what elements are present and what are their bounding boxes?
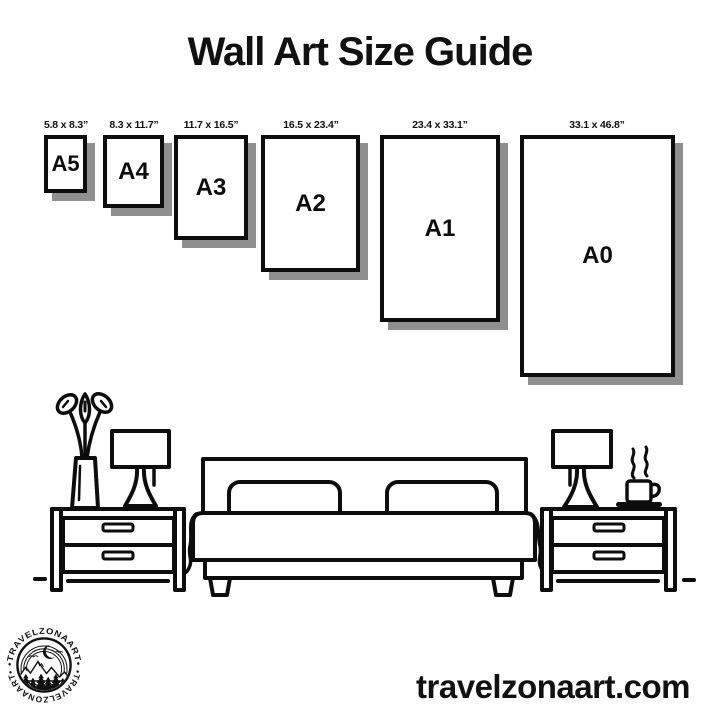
size-dimensions-a4: 8.3 x 11.7” xyxy=(109,119,159,131)
size-frame-a0 xyxy=(520,135,675,377)
page-title: Wall Art Size Guide xyxy=(187,30,533,74)
brand-logo-badge xyxy=(3,620,87,712)
size-frame-a1 xyxy=(380,135,500,322)
size-frame-a4 xyxy=(103,135,164,208)
logo-arc-text-top: •TRAVELZONAART• xyxy=(4,625,84,667)
table-lamp-right-icon xyxy=(553,431,611,507)
bed-icon xyxy=(180,459,550,595)
nightstand-left-icon xyxy=(52,509,184,590)
size-dimensions-a2: 16.5 x 23.4” xyxy=(283,119,339,131)
size-code-a1: A1 xyxy=(424,214,456,242)
size-code-a0: A0 xyxy=(582,242,613,269)
size-frame-a2 xyxy=(261,135,360,272)
size-dimensions-a5: 5.8 x 8.3” xyxy=(43,119,89,131)
coffee-cup-icon xyxy=(616,447,662,507)
size-dimensions-a3: 11.7 x 16.5” xyxy=(183,119,239,131)
size-frame-a5 xyxy=(44,135,87,193)
size-dimensions-a1: 23.4 x 33.1” xyxy=(412,119,468,131)
size-code-a3: A3 xyxy=(195,173,227,201)
size-code-a5: A5 xyxy=(51,151,80,176)
nightstand-right-icon xyxy=(542,509,675,590)
bedroom-illustration xyxy=(0,380,720,605)
size-frame-a3 xyxy=(174,135,248,240)
logo-arc-text-bottom: •TRAVELZONAART• xyxy=(4,669,84,705)
table-lamp-left-icon xyxy=(112,431,169,506)
vase-icon xyxy=(54,390,115,508)
size-dimensions-a0: 33.1 x 46.8” xyxy=(569,119,625,131)
website-url: travelzonaart.com xyxy=(416,668,690,705)
size-code-a4: A4 xyxy=(118,157,149,185)
size-code-a2: A2 xyxy=(295,189,326,217)
